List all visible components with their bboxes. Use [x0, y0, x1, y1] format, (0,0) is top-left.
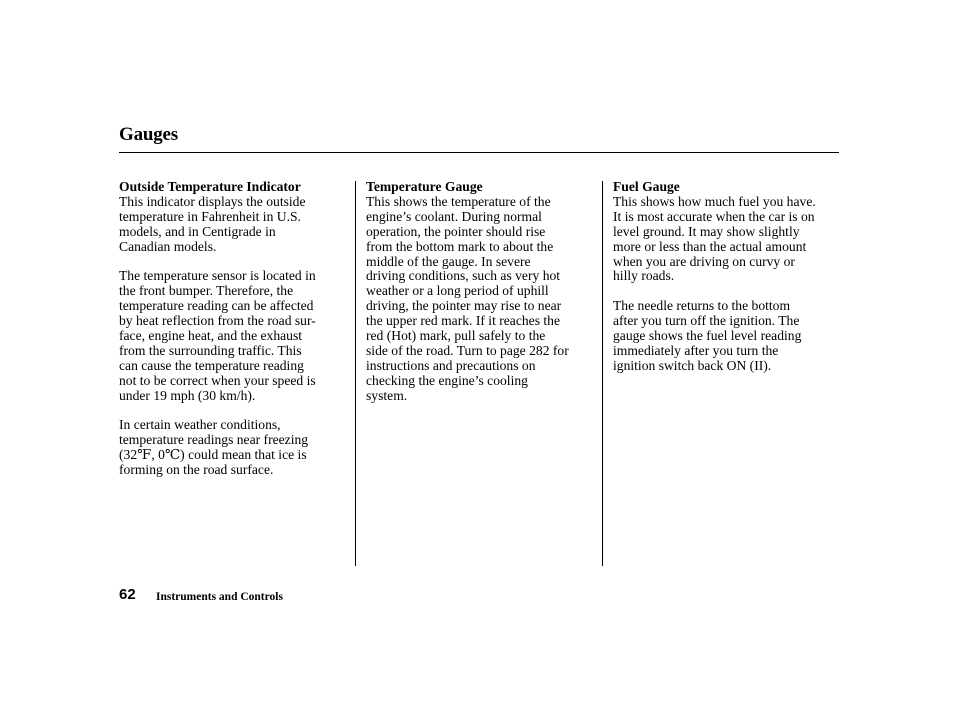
page-number: 62 [119, 586, 136, 603]
column-temperature-gauge [366, 180, 598, 418]
text-line: In certain weather conditions, [119, 417, 281, 433]
text-line: by heat reflection from the road sur- [119, 313, 316, 329]
text-line: This shows how much fuel you have. [613, 193, 816, 209]
body-paragraph [613, 299, 843, 374]
text-line: (32℉, 0℃) could mean that ice is [119, 447, 307, 463]
text-line: The temperature sensor is located in [119, 268, 316, 284]
body-paragraph [613, 195, 843, 284]
text-line: This shows the temperature of the [366, 193, 551, 209]
column-fuel-gauge [613, 180, 843, 389]
section-heading: Fuel Gauge [613, 179, 680, 194]
text-line: not to be correct when your speed is [119, 372, 316, 388]
text-line: under 19 mph (30 km/h). [119, 387, 256, 403]
text-line: side of the road. Turn to page 282 for [366, 342, 569, 358]
text-line: the front bumper. Therefore, the [119, 283, 294, 299]
text-line: hilly roads. [613, 268, 675, 284]
text-line: driving, the pointer may rise to near [366, 298, 562, 314]
text-line: The needle returns to the bottom [613, 298, 791, 314]
text-line: the upper red mark. If it reaches the [366, 313, 560, 329]
text-line: from the bottom mark to about the [366, 238, 554, 254]
text-line: immediately after you turn the [613, 342, 779, 358]
column-divider [602, 181, 603, 566]
section-heading: Outside Temperature Indicator [119, 179, 301, 194]
text-line: gauge shows the fuel level reading [613, 328, 802, 344]
text-line: engine’s coolant. During normal [366, 208, 542, 224]
text-line: can cause the temperature reading [119, 357, 304, 373]
text-line: This indicator displays the outside [119, 193, 306, 209]
text-line: more or less than the actual amount [613, 238, 807, 254]
text-line: temperature in Fahrenheit in U.S. [119, 208, 301, 224]
body-paragraph [366, 195, 598, 404]
body-paragraph [119, 269, 347, 403]
text-line: when you are driving on curvy or [613, 253, 795, 269]
text-line: It is most accurate when the car is on [613, 208, 815, 224]
text-line: instructions and precautions on [366, 357, 536, 373]
section-name: Instruments and Controls [156, 591, 283, 603]
text-line: from the surrounding traffic. This [119, 342, 302, 358]
text-line: operation, the pointer should rise [366, 223, 546, 239]
text-line: weather or a long period of uphill [366, 283, 549, 299]
text-line: red (Hot) mark, pull safely to the [366, 328, 546, 344]
text-line: checking the engine’s cooling [366, 372, 528, 388]
text-line: forming on the road surface. [119, 462, 274, 478]
text-line: face, engine heat, and the exhaust [119, 328, 303, 344]
text-line: temperature reading can be affected [119, 298, 314, 314]
text-line: driving conditions, such as very hot [366, 268, 561, 284]
title-divider [119, 152, 839, 153]
text-line: middle of the gauge. In severe [366, 253, 531, 269]
page-title: Gauges [119, 124, 178, 145]
column-outside-temperature-indicator [119, 180, 347, 493]
body-paragraph [119, 418, 347, 478]
text-line: ignition switch back ON (II). [613, 357, 772, 373]
text-line: Canadian models. [119, 238, 217, 254]
text-line: level ground. It may show slightly [613, 223, 800, 239]
text-line: temperature readings near freezing [119, 432, 309, 448]
section-heading: Temperature Gauge [366, 179, 483, 194]
column-divider [355, 181, 356, 566]
body-paragraph [119, 195, 347, 255]
text-line: system. [366, 387, 408, 403]
text-line: models, and in Centigrade in [119, 223, 276, 239]
text-line: after you turn off the ignition. The [613, 313, 800, 329]
